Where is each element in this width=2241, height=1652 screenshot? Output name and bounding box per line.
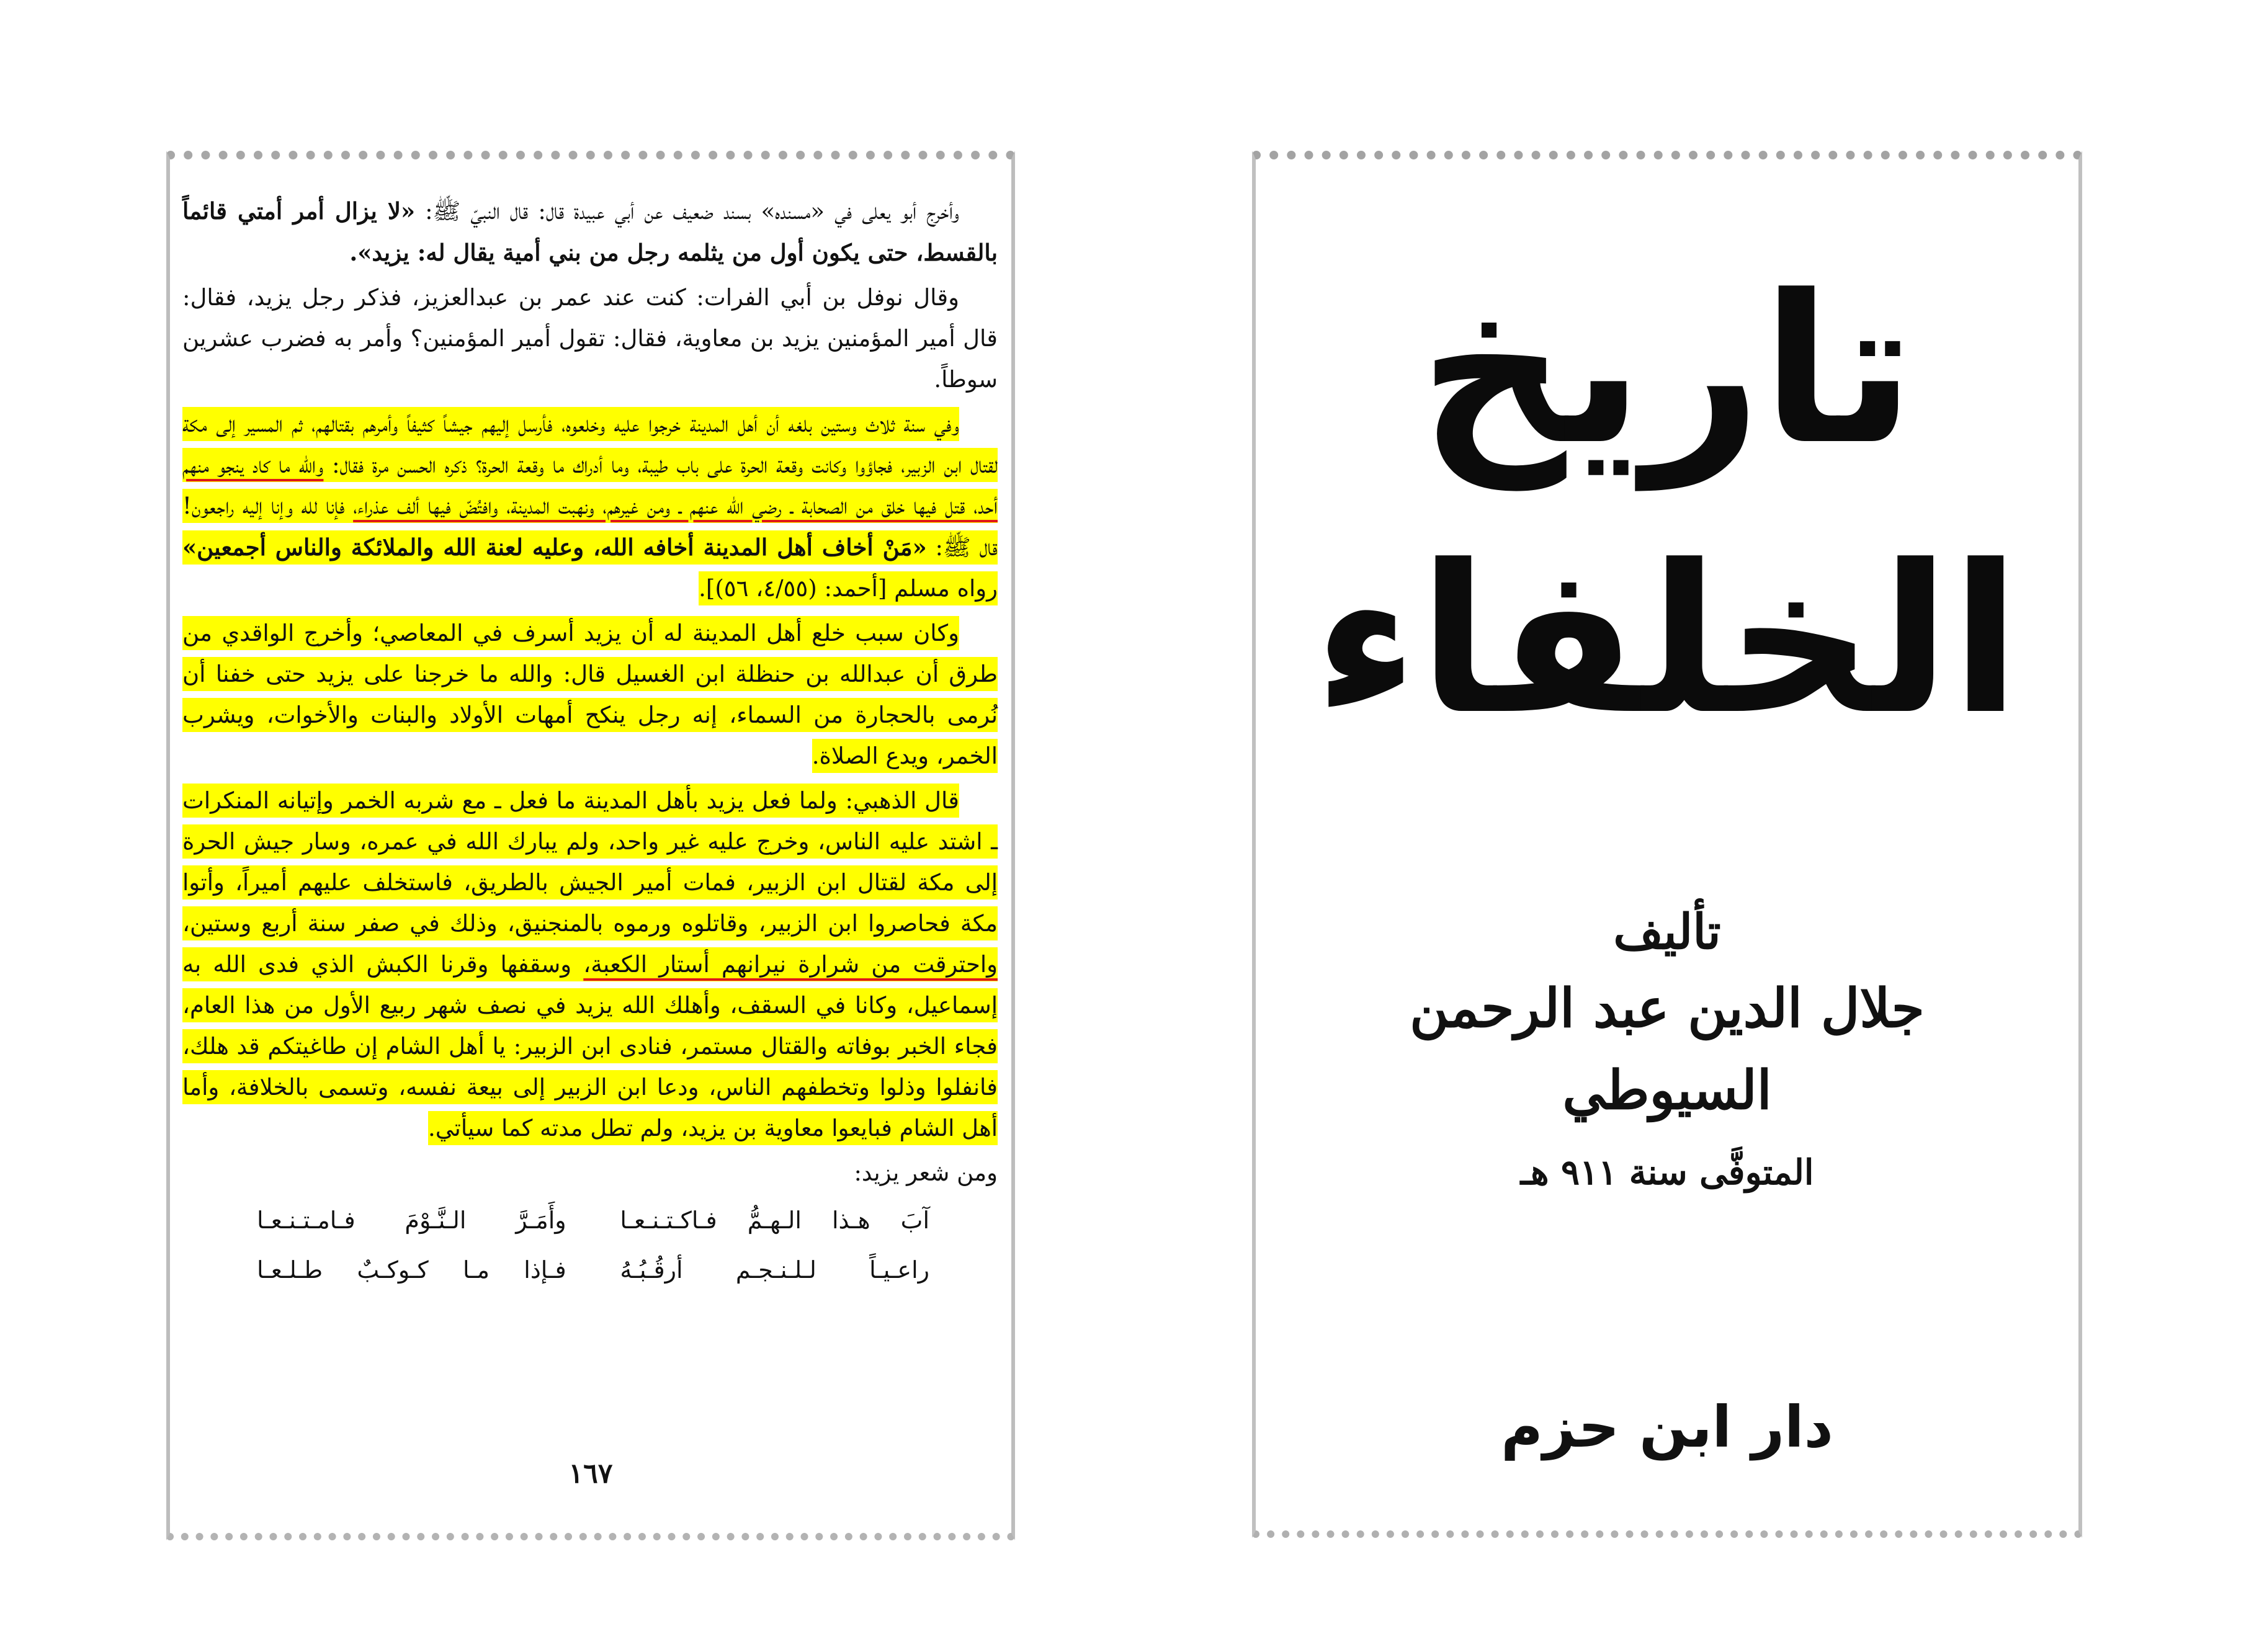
poem-intro: ومن شعر يزيد: (854, 1159, 998, 1186)
page-number: ١٦٧ (568, 1458, 613, 1489)
hadith-quote-2: «مَنْ أخاف أهل المدينة أخافه الله، وعليه لعنة الله والملائكة والناس أجمعين» (182, 534, 927, 561)
poem-verse (257, 1197, 929, 1243)
paragraph-5-text-a: قال الذهبي: ولما فعل يزيد بأهل المدينة ما فعل ـ مع شربه الخمر وإتيانه المنكرات ـ اشتد عليه الناس، وخرج عليه غير واحد، ولم يبارك الله في عمره، وسار جيش الحرة إلى مكة لقتال ابن الزبير، فمات أمير الجيش بالطريق، فاستخلف عليهم أميراً، وأتوا مكة فحاصروا ابن الزبير، وقاتلوه ورموه بالمنجنيق، وذلك في صفر سنة أربع وستين، (182, 787, 998, 937)
author-surname: السيوطي (1562, 1059, 1772, 1122)
page-body-text (182, 190, 998, 1293)
book-title-line-1: تاريخ (1419, 251, 1915, 489)
poem-verse (257, 1247, 929, 1293)
paragraph-5-text-b: وسقفها وقرنا الكبش الذي فدى الله به إسماعيل، وكانا في السقف، وأهلك الله يزيد في نصف شهر ربيع الأول من هذا العام، فجاء الخبر بوفاته والقتال مستمر، فنادى ابن الزبير: يا أهل الشام إن طاغيتكم قد هلك، فانفلوا وذلوا وتخطفهم الناس، ودعا ابن الزبير إلى بيعة نفسه، وتسمى بالخلافة، وأما أهل الشام فبايعوا معاوية بن يزيد، ولم تطل مدته كما سيأتي. (182, 951, 998, 1141)
paragraph-2-text: وقال نوفل بن أبي الفرات: كنت عند عمر بن عبدالعزيز، فذكر رجل يزيد، فقال: قال أمير المؤمنين يزيد بن معاوية، فقال: تقول أمير المؤمنين؟ وأمر به فضرب عشرين سوطاً. (182, 284, 998, 393)
left-page (166, 151, 1015, 1540)
paragraph-2 (182, 277, 998, 400)
paragraph-1-text: وأخرج أبو يعلى في «مسنده» بسند ضعيف عن أبي عبيدة قال: قال النبيّ ﷺ: (415, 198, 959, 225)
paragraph-3-text-b: فإنا لله وإنا إليه راجعون! قال ﷺ: (182, 493, 998, 561)
author-death-year: المتوفَّى سنة ٩١١ هـ (1520, 1152, 1814, 1193)
hadith-quote-1: «لا يزال أمر أمتي قائماً بالقسط، حتى يكون أول من يثلمه رجل من بني أمية يقال له: يزيد». (182, 197, 998, 266)
verse-first-half: راعـيـاً لـلـنـجـم أرقُـبُـهُ (620, 1256, 929, 1284)
publisher-logo: دار ابن حزم (1501, 1394, 1833, 1460)
author-prefix: تأليف (1613, 904, 1721, 960)
paragraph-5 (182, 780, 998, 1149)
verse-second-half: فـإذا مـا كـوكـبٌ طـلـعـا (257, 1256, 566, 1284)
underlined-text: والله ما كاد ينجو منهم أحد، قتل فيها خلق من الصحابة ـ رضي الله عنهم ـ ومن غيرهم، ونهبت المدينة، وافتُضّ فيها ألف عذراء، (182, 452, 998, 519)
underlined-text: واحترقت من شرارة نيرانهم أستار الكعبة، (583, 951, 998, 978)
verse-second-half: وأَمَـرَّ الـنَّـوْمَ فـامـتـنـعـا (257, 1207, 566, 1234)
highlighted-text (182, 407, 998, 605)
paragraph-1 (182, 190, 998, 274)
author-name: جلال الدين عبد الرحمن (1410, 977, 1925, 1040)
paragraph-3 (182, 404, 998, 609)
verse-first-half: آبَ هـذا الـهـمُّ فـاكـتـنـعـا (620, 1207, 929, 1234)
paragraph-3-text-c: رواه مسلم [أحمد: (٤/٥٥، ٥٦)]. (699, 575, 998, 602)
highlighted-text: وكان سبب خلع أهل المدينة له أن يزيد أسرف في المعاصي؛ وأخرج الواقدي من طرق أن عبدالله بن حنظلة ابن الغسيل قال: والله ما خرجنا على يزيد حتى خفنا أن نُرمى بالحجارة من السماء، إنه رجل ينكح أمهات الأولاد والبنات والأخوات، ويشرب الخمر، ويدع الصلاة. (182, 616, 998, 773)
paragraph-3-text-a: وفي سنة ثلاث وستين بلغه أن أهل المدينة خرجوا عليه وخلعوه، فأرسل إليهم جيشاً كثيفاً وأمرهم بقتالهم، ثم المسير إلى مكة لقتال ابن الزبير، فجاؤوا وكانت وقعة الحرة على باب طيبة، وما أدراك ما وقعة الحرة؟ ذكره الحسن مرة فقال: (182, 411, 998, 478)
book-title-line-2: الخلفاء (1313, 521, 2021, 759)
title-page (1252, 151, 2082, 1538)
highlighted-text (182, 784, 998, 1145)
paragraph-4 (182, 613, 998, 777)
